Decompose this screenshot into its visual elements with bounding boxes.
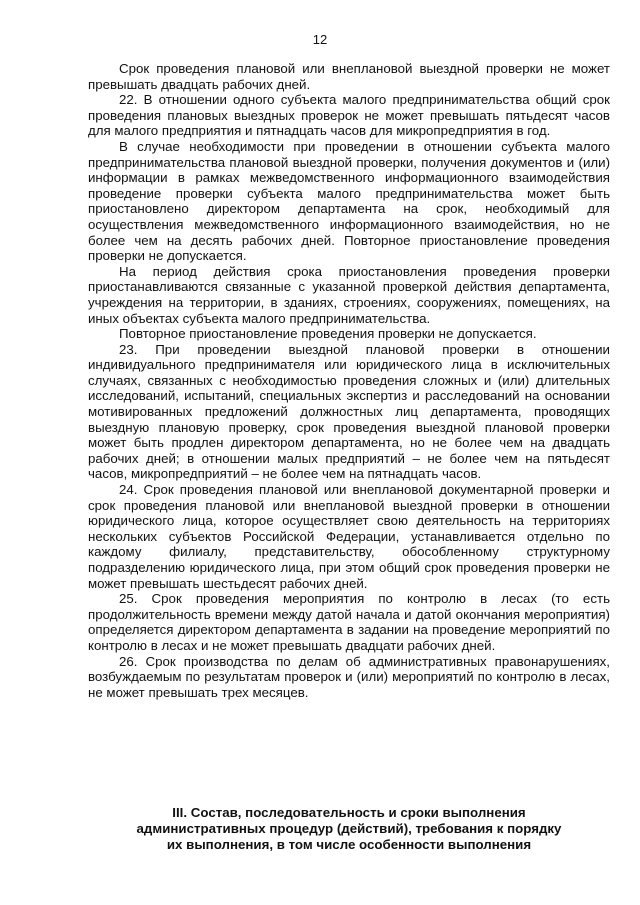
paragraph-inspection-term: Срок проведения плановой или внеплановой выездной проверки не может превышать двадцать рабочих дней. (88, 61, 610, 92)
section-heading-line-3: их выполнения, в том числе особенности выполнения (166, 837, 532, 852)
page-number: 12 (312, 32, 328, 47)
paragraph-22: 22. В отношении одного субъекта малого предпринимательства общий срок проведения плановых выездных проверок не может превышать пятьдесят часов для малого предприятия и пятнадцать часов для микропредприятия в год. (88, 92, 610, 139)
section-heading-line-2: административных процедур (действий), требования к порядку (136, 821, 562, 836)
document-body (88, 61, 610, 700)
paragraph-repeat-suspension: Повторное приостановление проведения проверки не допускается. (119, 326, 537, 342)
paragraph-suspension-period: На период действия срока приостановления проведения проверки приостанавливаются связанные с указанной проверкой действия департамента, учреждения на территории, в зданиях, строениях, сооружениях, помещениях, на иных объектах субъекта малого предпринимательства. (88, 263, 610, 326)
paragraph-23: 23. При проведении выездной плановой проверки в отношении индивидуального предпринимателя или юридического лица в исключительных случаях, связанных с необходимостью проведения сложных и (или) длительных исследований, испытаний, специальных экспертиз и расследований на основании мотивированных предложений должностных лиц департамента, проводящих выездную плановую проверку, срок проведения выездной плановой проверки может быть продлен директором департамента, но не более чем на двадцать рабочих дней; в отношении малых предприятий – не более чем на пятьдесят часов, микропредприятий – не более чем на пятнадцать часов. (88, 341, 610, 482)
section-heading (88, 805, 610, 853)
paragraph-26: 26. Срок производства по делам об административных правонарушениях, возбуждаемым по результатам проверок и (или) мероприятий по контролю в лесах, не может превышать трех месяцев. (88, 653, 610, 700)
paragraph-suspension: В случае необходимости при проведении в отношении субъекта малого предпринимательства плановой выездной проверки, получения документов и (или) информации в рамках межведомственного информационного взаимодействия проведение проверки субъекта малого предпринимательства может быть приостановлено директором департамента на срок, необходимый для осуществления межведомственного информационного взаимодействия, но не более чем на десять рабочих дней. Повторное приостановление проведения проверки не допускается. (88, 138, 610, 264)
section-heading-line-1: III. Состав, последовательность и сроки выполнения (172, 805, 526, 820)
paragraph-25: 25. Срок проведения мероприятия по контролю в лесах (то есть продолжительность времени между датой начала и датой окончания мероприятия) определяется директором департамента в задании на проведение мероприятий по контролю в лесах и не может превышать двадцати рабочих дней. (88, 591, 610, 653)
paragraph-24: 24. Срок проведения плановой или внеплановой документарной проверки и срок проведения плановой или внеплановой выездной проверки в отношении юридического лица, которое осуществляет свою деятельность на территориях нескольких субъектов Российской Федерации, устанавливается отдельно по каждому филиалу, представительству, обособленному структурному подразделению юридического лица, при этом общий срок проведения проверки не может превышать шестьдесят рабочих дней. (88, 482, 610, 591)
